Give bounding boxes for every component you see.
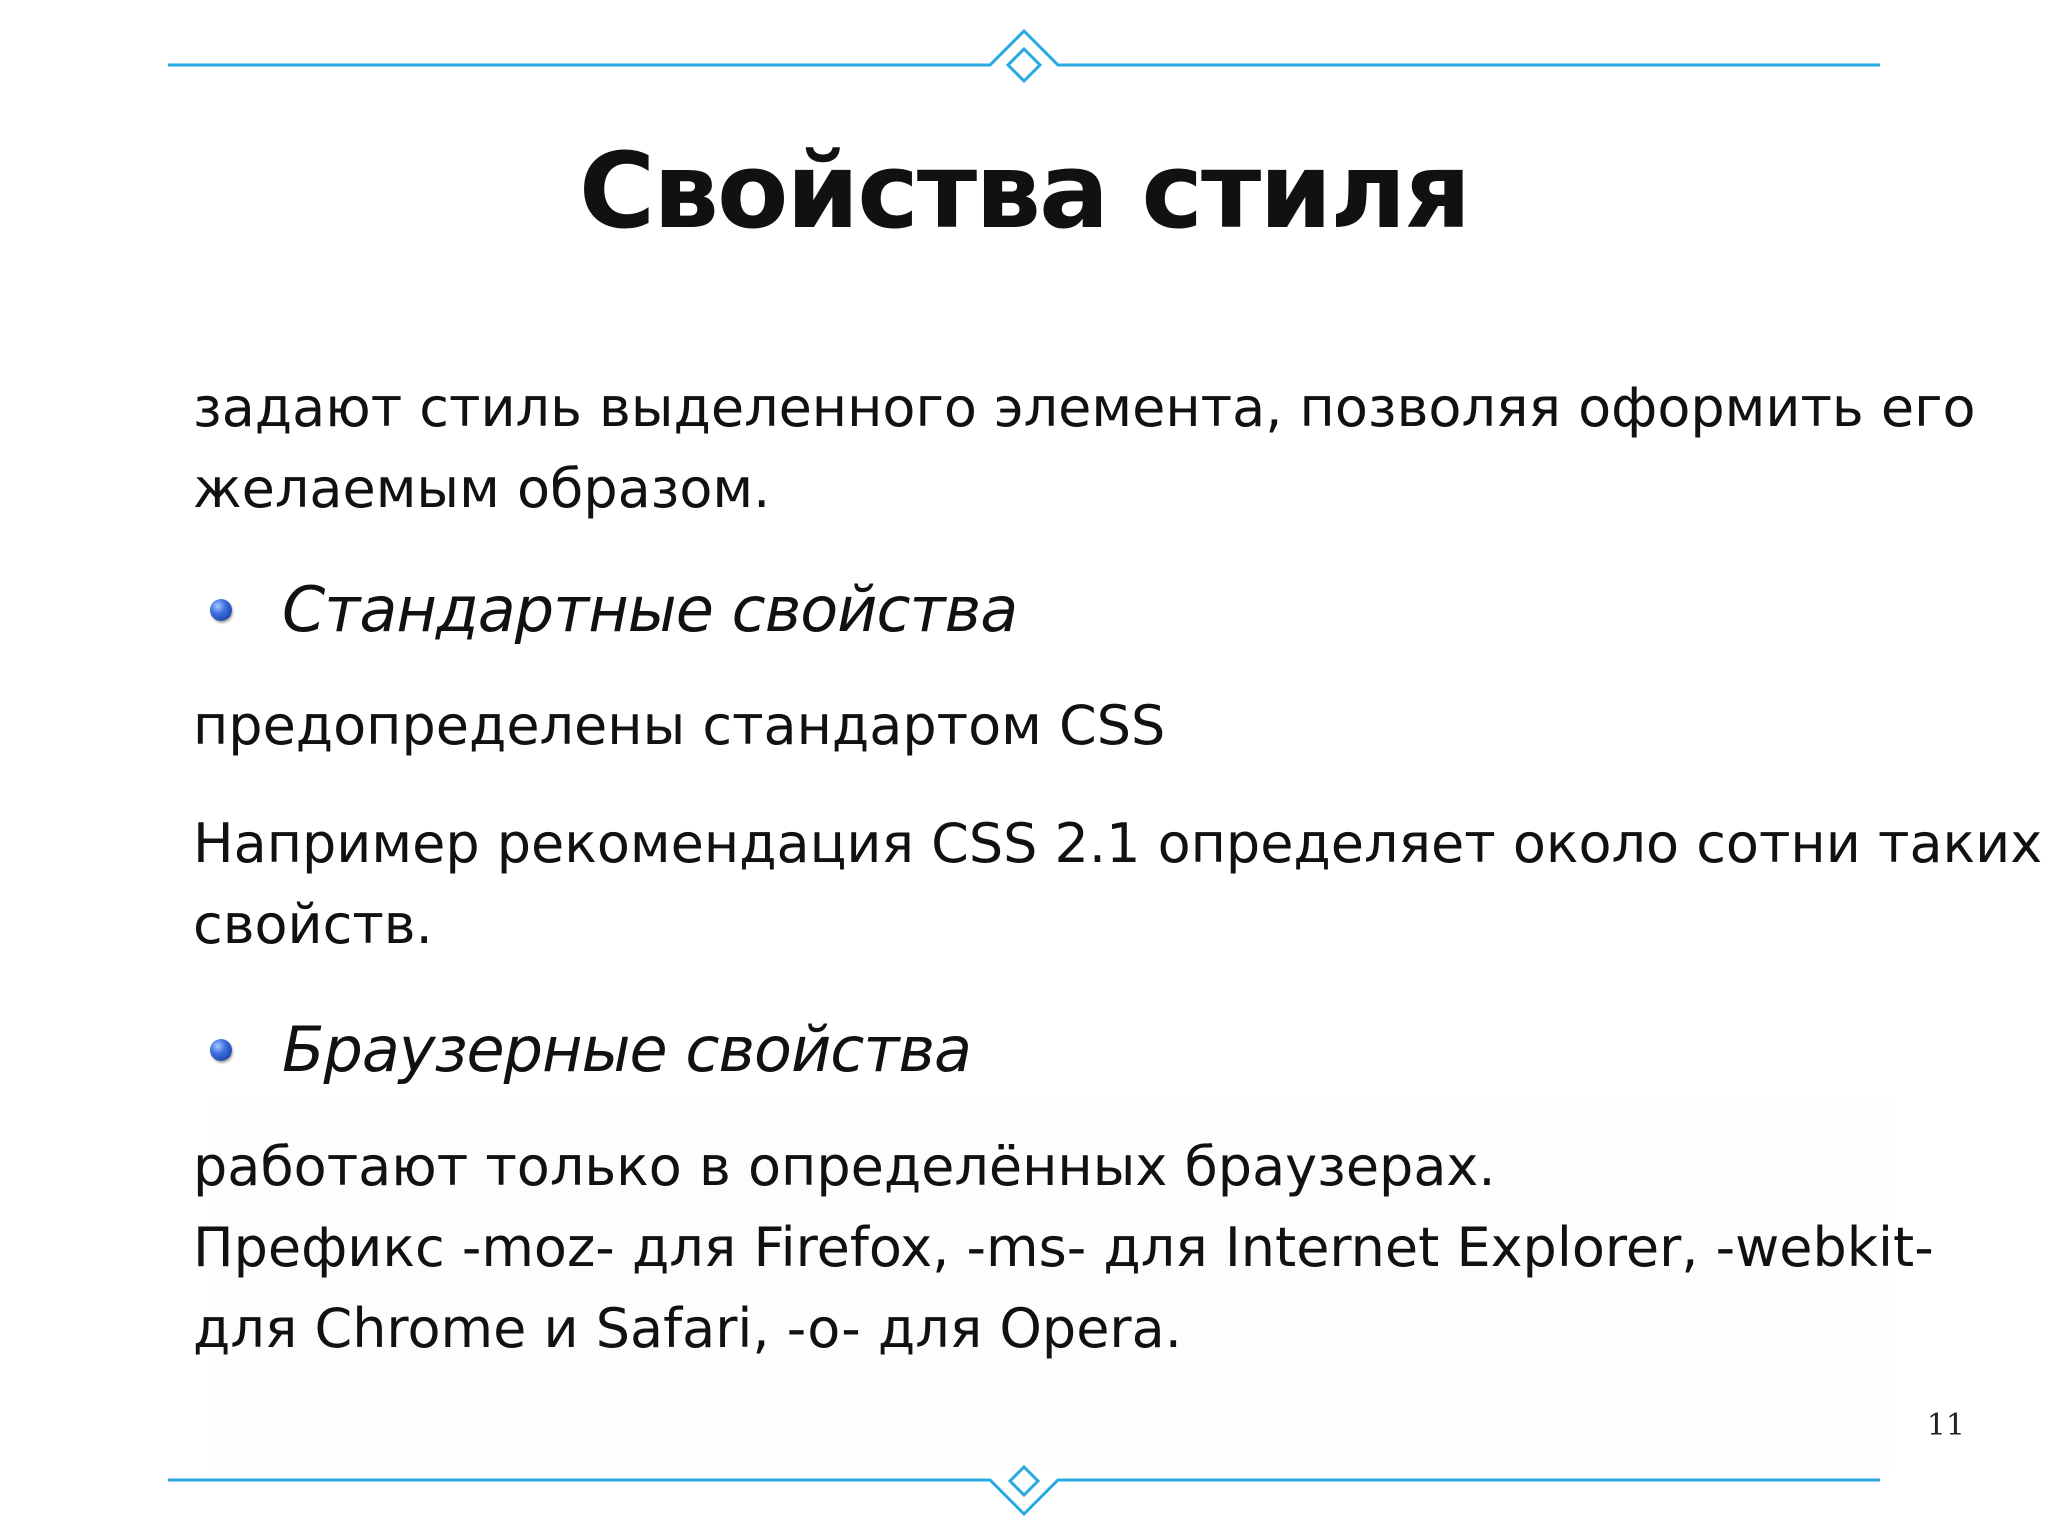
standard-example bbox=[193, 803, 2042, 965]
intro-line: желаемым образом. bbox=[193, 457, 771, 520]
intro-paragraph bbox=[193, 367, 1976, 529]
paragraph-line: предопределены стандартом CSS bbox=[193, 694, 1166, 757]
paragraph-line: Префикс -moz- для Firefox, -ms- для Internet Explorer, -webkit- bbox=[193, 1216, 1934, 1279]
intro-line: задают стиль выделенного элемента, позволяя оформить его bbox=[193, 376, 1976, 439]
diamond-icon bbox=[1010, 1467, 1038, 1495]
section-heading-standard bbox=[210, 565, 1017, 655]
section-heading-label: Браузерные свойства bbox=[282, 1013, 971, 1086]
paragraph-line: свойств. bbox=[193, 893, 433, 956]
sphere-bullet-icon bbox=[210, 1039, 232, 1061]
paragraph-line: для Chrome и Safari, -o- для Opera. bbox=[193, 1297, 1182, 1360]
page-number: 11 bbox=[1926, 1408, 1965, 1443]
paragraph-line: Например рекомендация CSS 2.1 определяет около сотни таких bbox=[193, 812, 2043, 875]
slide-title: Свойства стиля bbox=[578, 130, 1470, 252]
browser-description bbox=[193, 1126, 1934, 1369]
paragraph-line: работают только в определённых браузерах. bbox=[193, 1135, 1496, 1198]
standard-description bbox=[193, 685, 1165, 766]
section-heading-label: Стандартные свойства bbox=[282, 573, 1018, 646]
bottom-divider bbox=[0, 1440, 2048, 1520]
sphere-bullet-icon bbox=[210, 599, 232, 621]
section-heading-browser bbox=[210, 1005, 971, 1095]
diamond-icon bbox=[1008, 49, 1040, 81]
top-divider bbox=[0, 25, 2048, 105]
